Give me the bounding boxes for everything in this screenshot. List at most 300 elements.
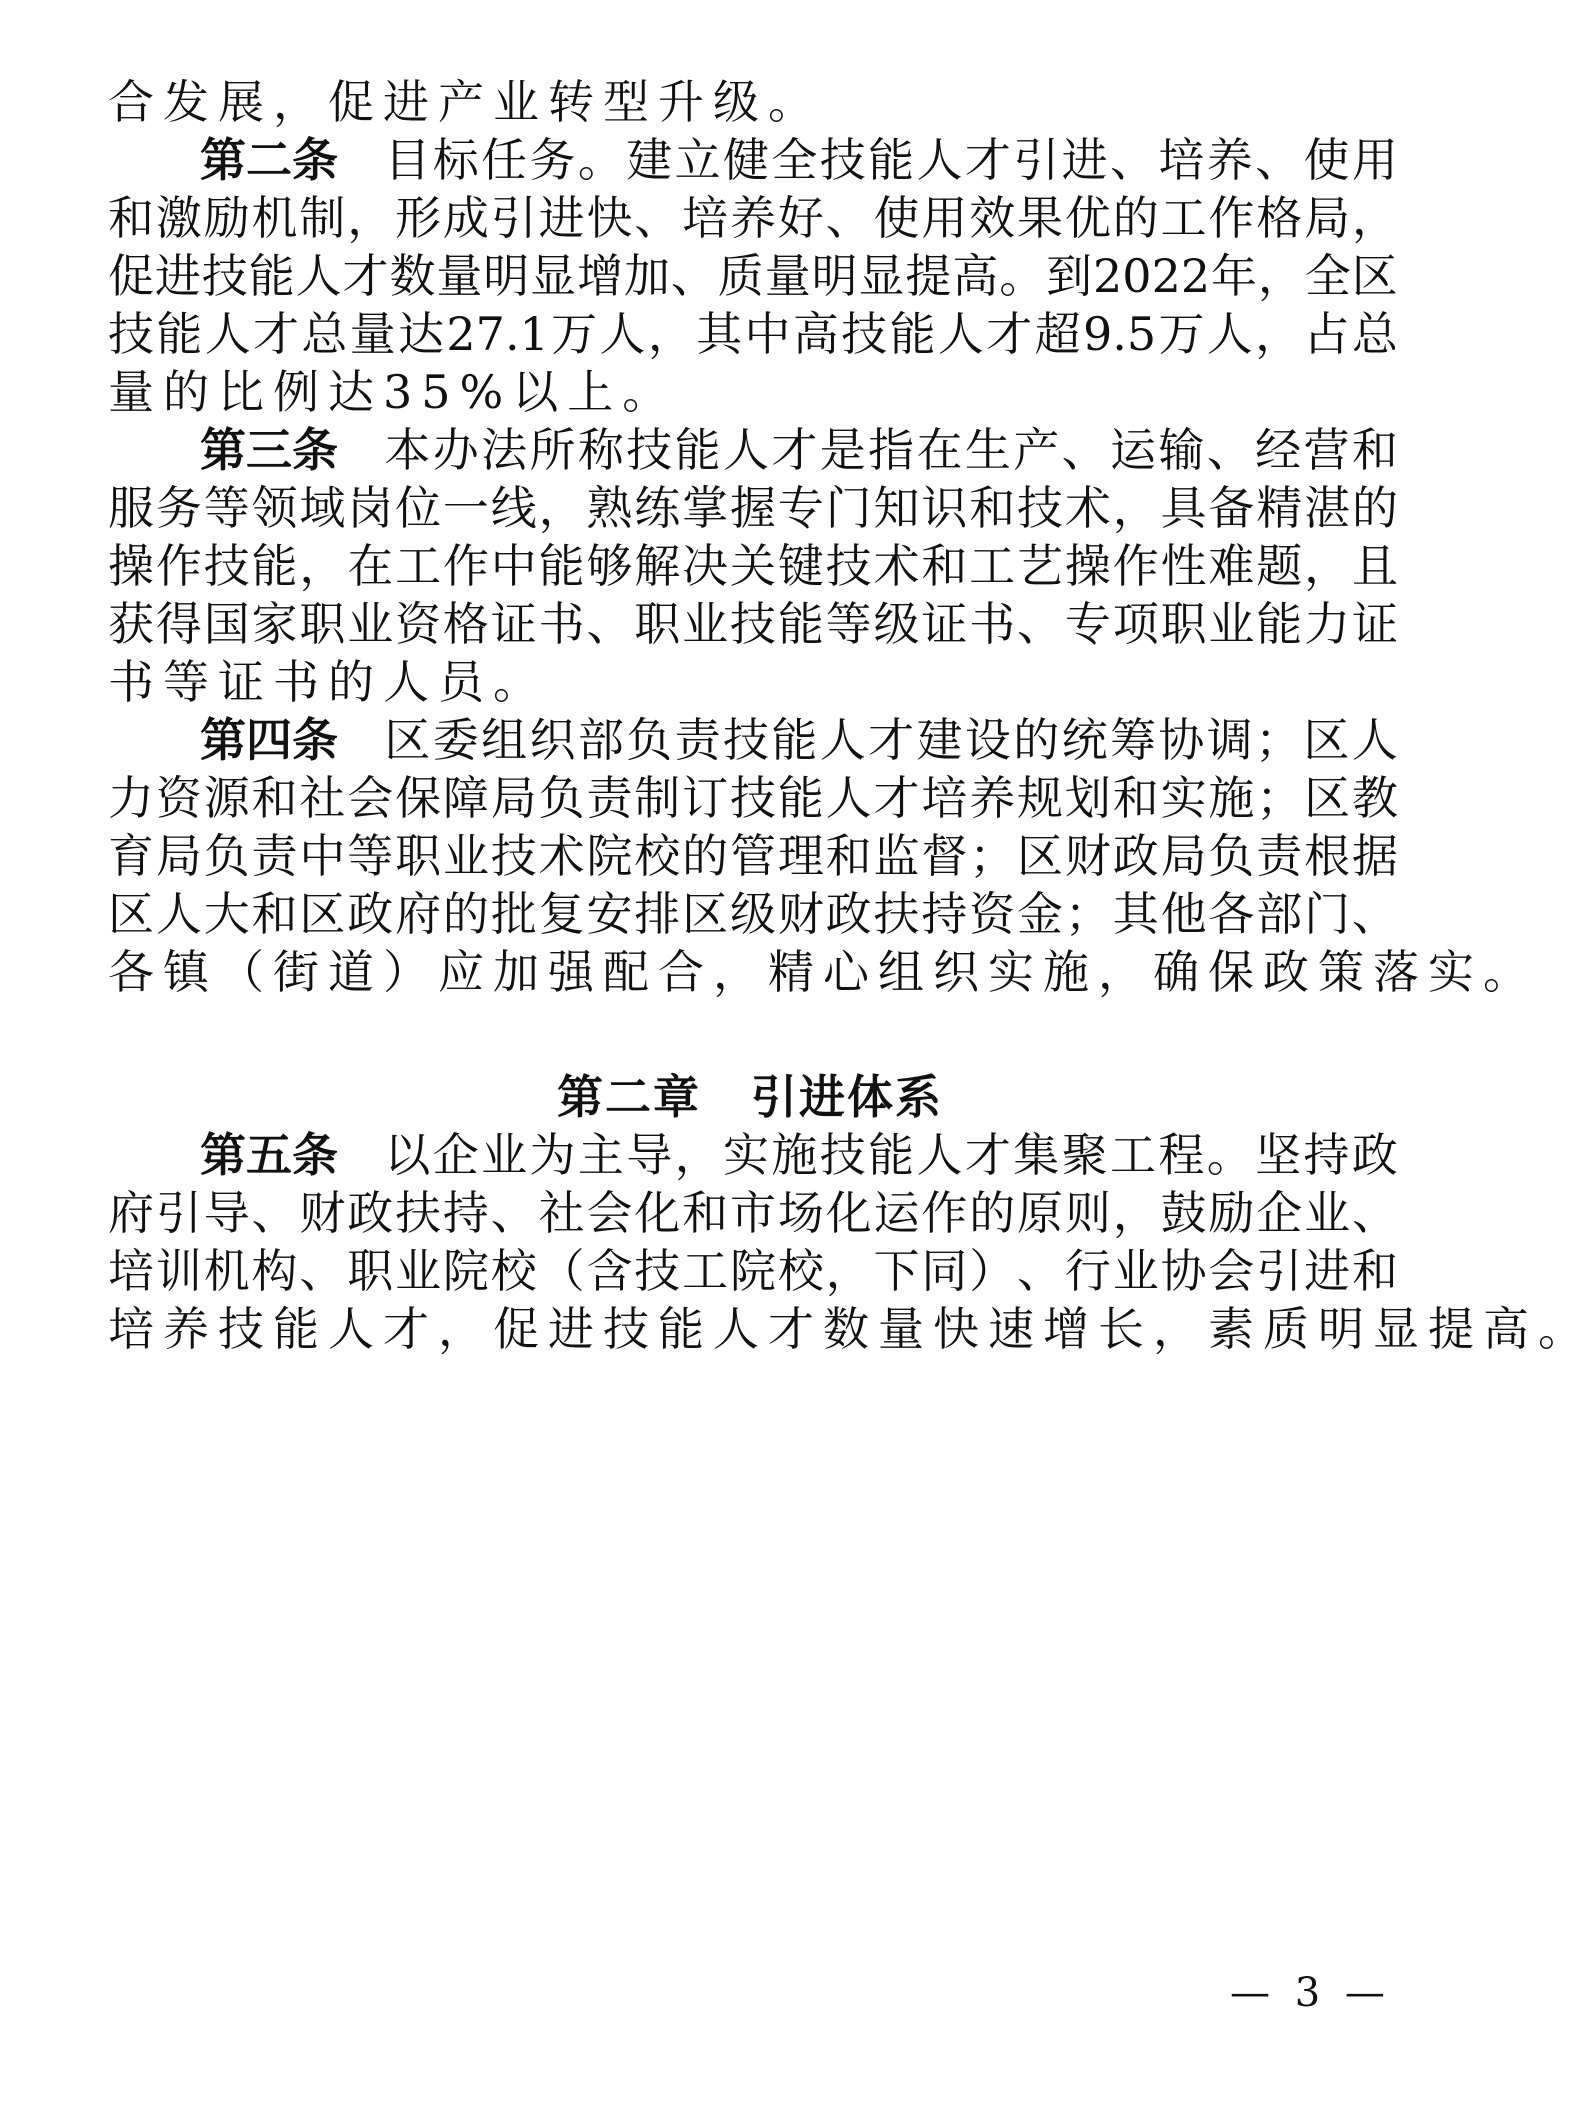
text-char: 院	[586, 829, 633, 883]
text-char: 总	[301, 307, 348, 361]
text-char: 校	[634, 829, 681, 883]
text-char: 务	[155, 481, 202, 535]
text-char: 握	[729, 481, 776, 535]
text-char: 题	[1256, 539, 1303, 593]
text-char: 在	[347, 539, 394, 593]
text-char: 业	[347, 597, 394, 651]
text-char: 业	[442, 829, 489, 883]
text-char: 道	[328, 945, 383, 999]
text-char: 证	[1351, 597, 1398, 651]
text-char: 聚	[1061, 1128, 1108, 1182]
text-char: ，	[1304, 539, 1351, 593]
text-char: 的	[163, 365, 218, 419]
text-char: 能	[1256, 597, 1303, 651]
text-char: 心	[823, 945, 878, 999]
text-char: 项	[1112, 597, 1159, 651]
text-char: 的	[442, 887, 489, 941]
text-char: 人	[155, 887, 202, 941]
text-char: 主	[577, 1128, 624, 1182]
text-char: 技	[603, 1302, 658, 1356]
text-char: 。	[622, 365, 678, 419]
article-label: 第三条	[200, 423, 338, 477]
text-char: 据	[1351, 829, 1398, 883]
page-number: — 3 —	[1230, 1970, 1391, 2016]
text-char: ，	[1153, 1302, 1208, 1356]
text-char: 集	[1013, 1128, 1060, 1182]
text-char: 显	[858, 249, 905, 303]
text-char: 人	[328, 1302, 383, 1356]
text-char: 证	[490, 597, 537, 651]
text-char: 书	[273, 655, 328, 709]
text-char: ，	[1351, 191, 1398, 245]
text-char: 的	[682, 829, 729, 883]
text-char: 鼓	[1160, 1186, 1207, 1240]
text-char: 作	[921, 1186, 968, 1240]
text-line	[108, 536, 1398, 596]
text-char: 施	[1043, 945, 1098, 999]
text-char: 设	[964, 713, 1011, 767]
text-char: 障	[442, 771, 489, 825]
text-char: 、	[1061, 423, 1108, 477]
text-char: 引	[1013, 133, 1060, 187]
text-char: 职	[634, 597, 681, 651]
text-char: 。	[1538, 1302, 1593, 1356]
text-char: ，	[1112, 1186, 1159, 1240]
text-char: 、	[1351, 1186, 1398, 1240]
text-char: 才	[342, 249, 389, 303]
text-char: ，	[273, 75, 328, 129]
text-char: 化	[825, 1186, 872, 1240]
text-char: 35%	[383, 365, 513, 419]
text-char: 超	[1034, 307, 1081, 361]
text-char: 工	[395, 539, 442, 593]
text-char: 建	[626, 133, 673, 187]
text-char: 成	[442, 191, 489, 245]
text-char: 服	[108, 481, 154, 535]
text-char: 构	[251, 1244, 298, 1298]
text-char: 政	[1112, 829, 1159, 883]
text-char: 金	[1017, 887, 1064, 941]
text-char: 和	[921, 539, 968, 593]
text-char: 和	[1351, 423, 1398, 477]
text-char: ；	[1064, 887, 1111, 941]
text-char: 中	[490, 539, 537, 593]
text-char: 湛	[1304, 481, 1351, 535]
text-char: 确	[1153, 945, 1208, 999]
text-char: 和	[108, 191, 154, 245]
text-char: 等	[203, 481, 250, 535]
text-char: 域	[299, 481, 346, 535]
text-char: 岗	[347, 481, 394, 535]
text-char: ，	[538, 481, 585, 535]
text-char: 责	[1256, 829, 1303, 883]
text-char: 引	[1256, 1244, 1303, 1298]
text-char: 组	[481, 713, 528, 767]
text-char: 才	[873, 771, 920, 825]
text-char: 才	[383, 1302, 438, 1356]
text-char: 级	[713, 75, 768, 129]
text-char: ，	[1255, 307, 1302, 361]
text-char: 人	[713, 1302, 768, 1356]
text-char: 街	[273, 945, 328, 999]
text-char: 决	[682, 539, 729, 593]
text-char: 促	[493, 1302, 548, 1356]
text-line	[108, 246, 1398, 306]
text-char: 区	[108, 887, 154, 941]
text-char: 职	[347, 1244, 394, 1298]
text-char: 落	[1373, 945, 1428, 999]
text-char: 筹	[1110, 713, 1156, 767]
text-char: 获	[108, 597, 154, 651]
text-char: 增	[1043, 1302, 1098, 1356]
text-char: 经	[1255, 423, 1302, 477]
text-char: 能	[674, 423, 721, 477]
text-char: 才	[868, 713, 915, 767]
text-char: 量	[349, 307, 396, 361]
text-char: 监	[873, 829, 920, 883]
text-char: 和	[1112, 771, 1159, 825]
text-char: 的	[328, 655, 383, 709]
text-char: 国	[203, 597, 250, 651]
text-char: 施	[771, 1128, 818, 1182]
text-char: 技	[108, 307, 154, 361]
text-char: 应	[438, 945, 493, 999]
text-char: 校	[777, 1244, 824, 1298]
text-char: 促	[108, 249, 154, 303]
text-char: 原	[1017, 1186, 1064, 1240]
text-char: 产	[1013, 423, 1060, 477]
text-char: 能	[777, 597, 824, 651]
text-char: 才	[771, 423, 818, 477]
text-char: 能	[777, 771, 824, 825]
text-char: 府	[108, 1186, 154, 1240]
text-char: 术	[538, 829, 585, 883]
text-char: 能	[889, 307, 936, 361]
text-char: 业	[682, 597, 729, 651]
text-char: 政	[825, 887, 872, 941]
text-char: ）	[969, 1244, 1016, 1298]
text-char: 、	[670, 249, 717, 303]
text-char: 职	[1160, 597, 1207, 651]
text-line	[200, 130, 1398, 190]
text-char: 明	[811, 249, 858, 303]
text-char: 技	[626, 423, 673, 477]
text-char: 企	[1256, 1186, 1303, 1240]
text-line	[200, 710, 1398, 770]
text-char: 进	[1061, 133, 1108, 187]
text-char: 、	[634, 191, 681, 245]
text-char: 产	[438, 75, 493, 129]
text-char: 提	[905, 249, 952, 303]
text-char: ，	[825, 1244, 872, 1298]
text-char: 输	[1158, 423, 1205, 477]
text-char: 加	[493, 945, 548, 999]
text-char: 优	[1064, 191, 1111, 245]
text-char: 明	[1318, 1302, 1373, 1356]
text-char: 在	[916, 423, 963, 477]
text-char: 和	[682, 1186, 729, 1240]
text-char: 持	[442, 1186, 489, 1240]
text-char: 熟	[586, 481, 633, 535]
text-char: 级	[873, 597, 920, 651]
text-char: 术	[1064, 481, 1111, 535]
text-char: 全	[771, 133, 818, 187]
text-char: 其	[696, 307, 743, 361]
text-char: 解	[634, 539, 681, 593]
text-char: 政	[347, 1186, 394, 1240]
text-char: 。	[577, 133, 624, 187]
article-label: 第五条	[200, 1128, 338, 1182]
text-char: 证	[921, 597, 968, 651]
text-char: 人	[383, 655, 438, 709]
text-line	[108, 304, 1398, 364]
text-char: 保	[1208, 945, 1263, 999]
text-char: 校	[490, 1244, 537, 1298]
text-char: 机	[203, 1244, 250, 1298]
text-char: 合	[108, 75, 163, 129]
text-line	[108, 478, 1398, 538]
text-char: 导	[203, 1186, 250, 1240]
text-char: 进	[548, 1302, 603, 1356]
text-char: 。	[1206, 1128, 1253, 1182]
text-char: 务	[529, 133, 576, 187]
text-char: 法	[481, 423, 528, 477]
text-char: 备	[1208, 481, 1255, 535]
text-char: 机	[251, 191, 298, 245]
text-char: 目	[384, 133, 431, 187]
text-char: 。	[1483, 945, 1538, 999]
text-char: 划	[1064, 771, 1111, 825]
text-char: 养	[729, 191, 776, 245]
chapter-number: 第二章	[557, 1070, 701, 1124]
text-char: 实	[1428, 945, 1483, 999]
text-char: 持	[1303, 1128, 1350, 1182]
text-char: 和	[969, 481, 1016, 535]
text-char: 称	[577, 423, 624, 477]
text-char: 区	[1017, 829, 1064, 883]
text-char: 生	[964, 423, 1011, 477]
text-char: 社	[299, 771, 346, 825]
text-char: 才	[253, 307, 300, 361]
text-char: 能	[868, 1128, 915, 1182]
text-char: 、	[1255, 133, 1302, 187]
text-char: 、	[1206, 423, 1253, 477]
text-char: 工	[682, 1244, 729, 1298]
text-char: 标	[432, 133, 479, 187]
text-char: 责	[674, 713, 721, 767]
text-char: 激	[155, 191, 202, 245]
text-char: 操	[108, 539, 154, 593]
text-char: 部	[577, 713, 624, 767]
text-char: 技	[841, 307, 888, 361]
text-char: 能	[273, 1302, 328, 1356]
text-char: 速	[988, 1302, 1043, 1356]
text-char: 财	[299, 1186, 346, 1240]
text-char: 安	[586, 887, 633, 941]
text-char: 作	[155, 539, 202, 593]
text-char: 显	[1373, 1302, 1428, 1356]
text-char: 局	[1304, 191, 1351, 245]
text-char: 2022	[1093, 249, 1211, 303]
text-char: 和	[251, 887, 298, 941]
text-char: 格	[1256, 191, 1303, 245]
text-char: 人	[1351, 713, 1398, 767]
text-char: 技	[825, 539, 872, 593]
text-char: 量	[764, 249, 811, 303]
text-char: 、	[1351, 887, 1398, 941]
text-char: 扶	[873, 887, 920, 941]
text-char: 掌	[682, 481, 729, 535]
text-char: 精	[1256, 481, 1303, 535]
text-char: 府	[395, 887, 442, 941]
text-char: 业	[481, 1128, 528, 1182]
text-char: 。	[768, 75, 823, 129]
text-char: 书	[969, 597, 1016, 651]
text-char: 政	[1351, 1128, 1398, 1182]
text-char: 财	[777, 887, 824, 941]
text-char: 技	[729, 597, 776, 651]
text-char: 格	[442, 597, 489, 651]
text-char: ，	[647, 307, 694, 361]
text-char: 化	[634, 1186, 681, 1240]
text-char: 万	[551, 307, 598, 361]
text-char: 区	[1303, 713, 1350, 767]
text-char: 区	[682, 887, 729, 941]
text-char: 负	[626, 713, 673, 767]
text-char: 工	[969, 539, 1016, 593]
text-char: 中	[744, 307, 791, 361]
text-char: 作	[442, 539, 489, 593]
text-char: 业	[1112, 1244, 1159, 1298]
text-char: ，	[347, 191, 394, 245]
text-char: 协	[1160, 1244, 1207, 1298]
text-line	[108, 72, 1398, 132]
text-char: 是	[819, 423, 866, 477]
text-char: ，	[1098, 945, 1153, 999]
text-char: 实	[988, 945, 1043, 999]
text-char: 用	[921, 191, 968, 245]
text-char: 知	[873, 481, 920, 535]
text-char: 人	[819, 713, 866, 767]
text-line	[108, 652, 1398, 712]
text-char: 门	[825, 481, 872, 535]
text-char: 扶	[395, 1186, 442, 1240]
text-char: 年	[1211, 249, 1258, 303]
text-char: 级	[729, 887, 776, 941]
text-char: 高	[952, 249, 999, 303]
text-char: 人	[295, 249, 342, 303]
text-char: 能	[251, 539, 298, 593]
text-char: 健	[723, 133, 769, 187]
text-line	[108, 884, 1398, 944]
text-char: 的	[1351, 481, 1398, 535]
text-char: 导	[626, 1128, 673, 1182]
text-char: 指	[868, 423, 915, 477]
text-char: 强	[548, 945, 603, 999]
text-char: 发	[163, 75, 218, 129]
text-char: 资	[969, 887, 1016, 941]
text-char: 量	[108, 365, 163, 419]
text-char: 技	[819, 133, 866, 187]
text-char: 培	[1158, 133, 1205, 187]
text-char: 人	[204, 307, 251, 361]
text-char: 果	[1017, 191, 1064, 245]
text-char: 织	[529, 713, 576, 767]
text-char: 9.5	[1082, 307, 1157, 361]
text-char: 进	[383, 75, 438, 129]
text-char: 训	[155, 1244, 202, 1298]
text-char: 区	[384, 713, 431, 767]
text-char: 等	[347, 829, 394, 883]
text-char: 显	[530, 249, 577, 303]
text-char: 人	[916, 133, 963, 187]
text-char: 练	[634, 481, 681, 535]
text-char: 使	[873, 191, 920, 245]
text-char: 技	[218, 1302, 273, 1356]
text-char: 升	[658, 75, 713, 129]
text-char: 上	[567, 365, 623, 419]
text-char: 进	[1304, 1244, 1351, 1298]
text-char: 达	[398, 307, 445, 361]
text-char: 够	[586, 539, 633, 593]
text-char: 形	[395, 191, 442, 245]
text-char: 所	[529, 423, 576, 477]
text-line	[108, 1241, 1398, 1301]
text-char: 技	[203, 539, 250, 593]
text-char: 量	[878, 1302, 933, 1356]
text-char: 型	[603, 75, 658, 129]
text-char: ，	[299, 539, 346, 593]
text-char: 27.1	[446, 307, 549, 361]
text-char: ，	[674, 1128, 721, 1182]
text-char: 的	[969, 1186, 1016, 1240]
text-char: 办	[432, 423, 479, 477]
text-char: 人	[599, 307, 646, 361]
text-char: 转	[548, 75, 603, 129]
text-char: 局	[1160, 829, 1207, 883]
text-char: 职	[395, 829, 442, 883]
text-char: ；	[1255, 713, 1302, 767]
text-char: ，	[1112, 481, 1159, 535]
text-char: 大	[203, 887, 250, 941]
text-char: 证	[218, 655, 273, 709]
text-char: 合	[658, 945, 713, 999]
text-char: 行	[1064, 1244, 1111, 1298]
text-char: 质	[1263, 1302, 1318, 1356]
text-char: 规	[1017, 771, 1064, 825]
text-char: 实	[723, 1128, 769, 1182]
text-char: 质	[717, 249, 764, 303]
text-char: 技	[819, 1128, 866, 1182]
text-char: 能	[538, 539, 585, 593]
text-char: 业	[493, 75, 548, 129]
text-char: 施	[1208, 771, 1255, 825]
text-char: 社	[538, 1186, 585, 1240]
text-char: 负	[1208, 829, 1255, 883]
text-char: 场	[777, 1186, 824, 1240]
text-line	[200, 420, 1398, 480]
text-char: 、	[1110, 133, 1156, 187]
text-char: 会	[586, 1186, 633, 1240]
text-char: 策	[1318, 945, 1373, 999]
text-char: 和	[1351, 1244, 1398, 1298]
text-char: 效	[969, 191, 1016, 245]
text-char: 协	[1158, 713, 1205, 767]
text-char: 育	[108, 829, 154, 883]
text-char: ，	[438, 1302, 493, 1356]
text-char: 培	[682, 191, 729, 245]
text-char: 工	[1110, 1128, 1156, 1182]
